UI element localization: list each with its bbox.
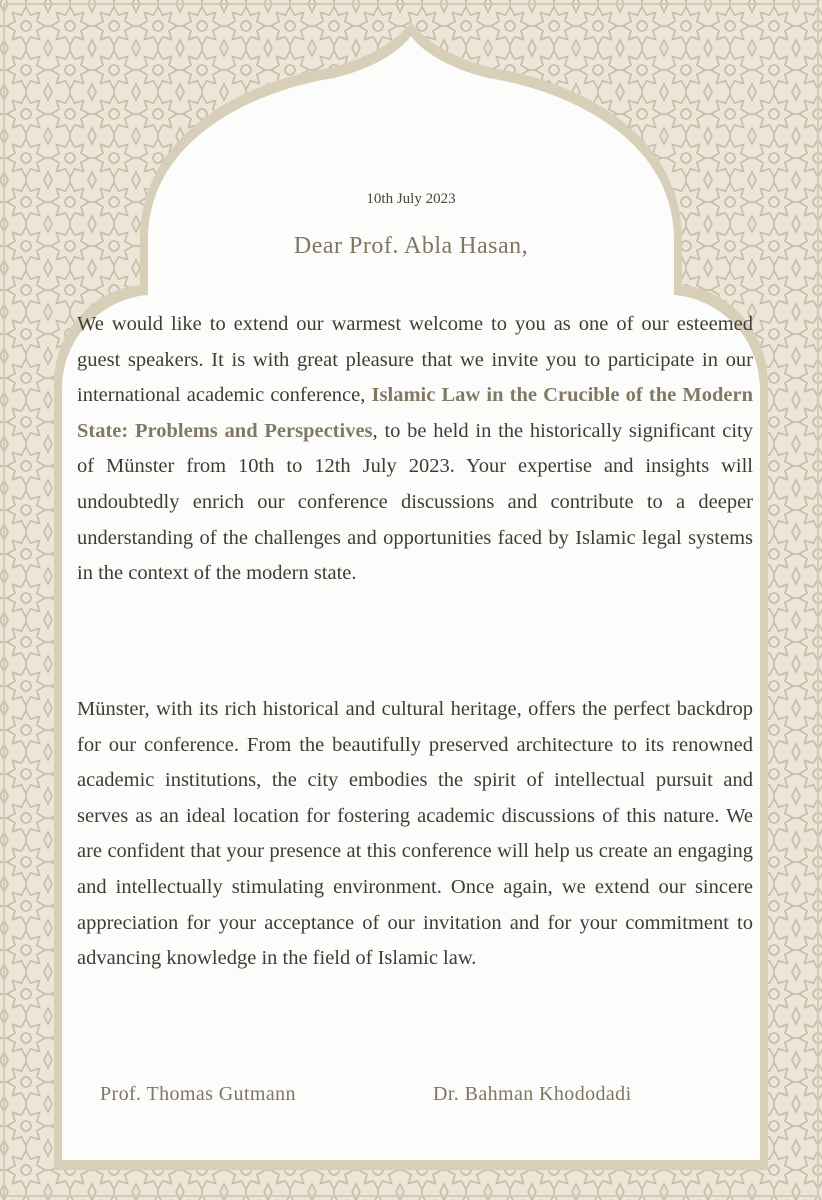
paragraph-1-intro: We would like to extend our warmest welcome to you as one of our esteemed guest speakers. It is with great pleasure that we invite you to participate in our international academic conference, — [77, 313, 753, 407]
letter-date: 10th July 2023 — [366, 191, 456, 207]
signatory-left: Prof. Thomas Gutmann — [100, 1083, 296, 1105]
paragraph-2: Münster, with its rich historical and cultural heritage, offers the perfect backdrop for our conference. From the beautifully preserved architecture to its renowned academic institutions, the city embodies the spirit of intellectual pursuit and serves as an ideal location for fostering academic discussions of this nature. We are confident that your presence at this conference will help us create an engaging and intellectually stimulating environment. Once again, we extend our sincere appreciation for your acceptance of our invitation and for your commitment to advancing knowledge in the field of Islamic law. — [77, 698, 753, 970]
paragraph-1-rest: , to be held in the historically significant city of Münster from 10th to 12th July 2023. Your expertise and insights will undoubtedly enrich our conference discussions and contribute to a deeper understanding of the challenges and opportunities faced by Islamic legal systems in the context of the modern state. — [77, 419, 753, 585]
salutation: Dear Prof. Abla Hasan, — [293, 233, 529, 259]
conference-title: Islamic Law in the Crucible of the Modern State: Problems and Perspectives — [77, 384, 753, 442]
paragraph-1 — [77, 307, 753, 592]
signatory-right: Dr. Bahman Khododadi — [433, 1083, 632, 1105]
